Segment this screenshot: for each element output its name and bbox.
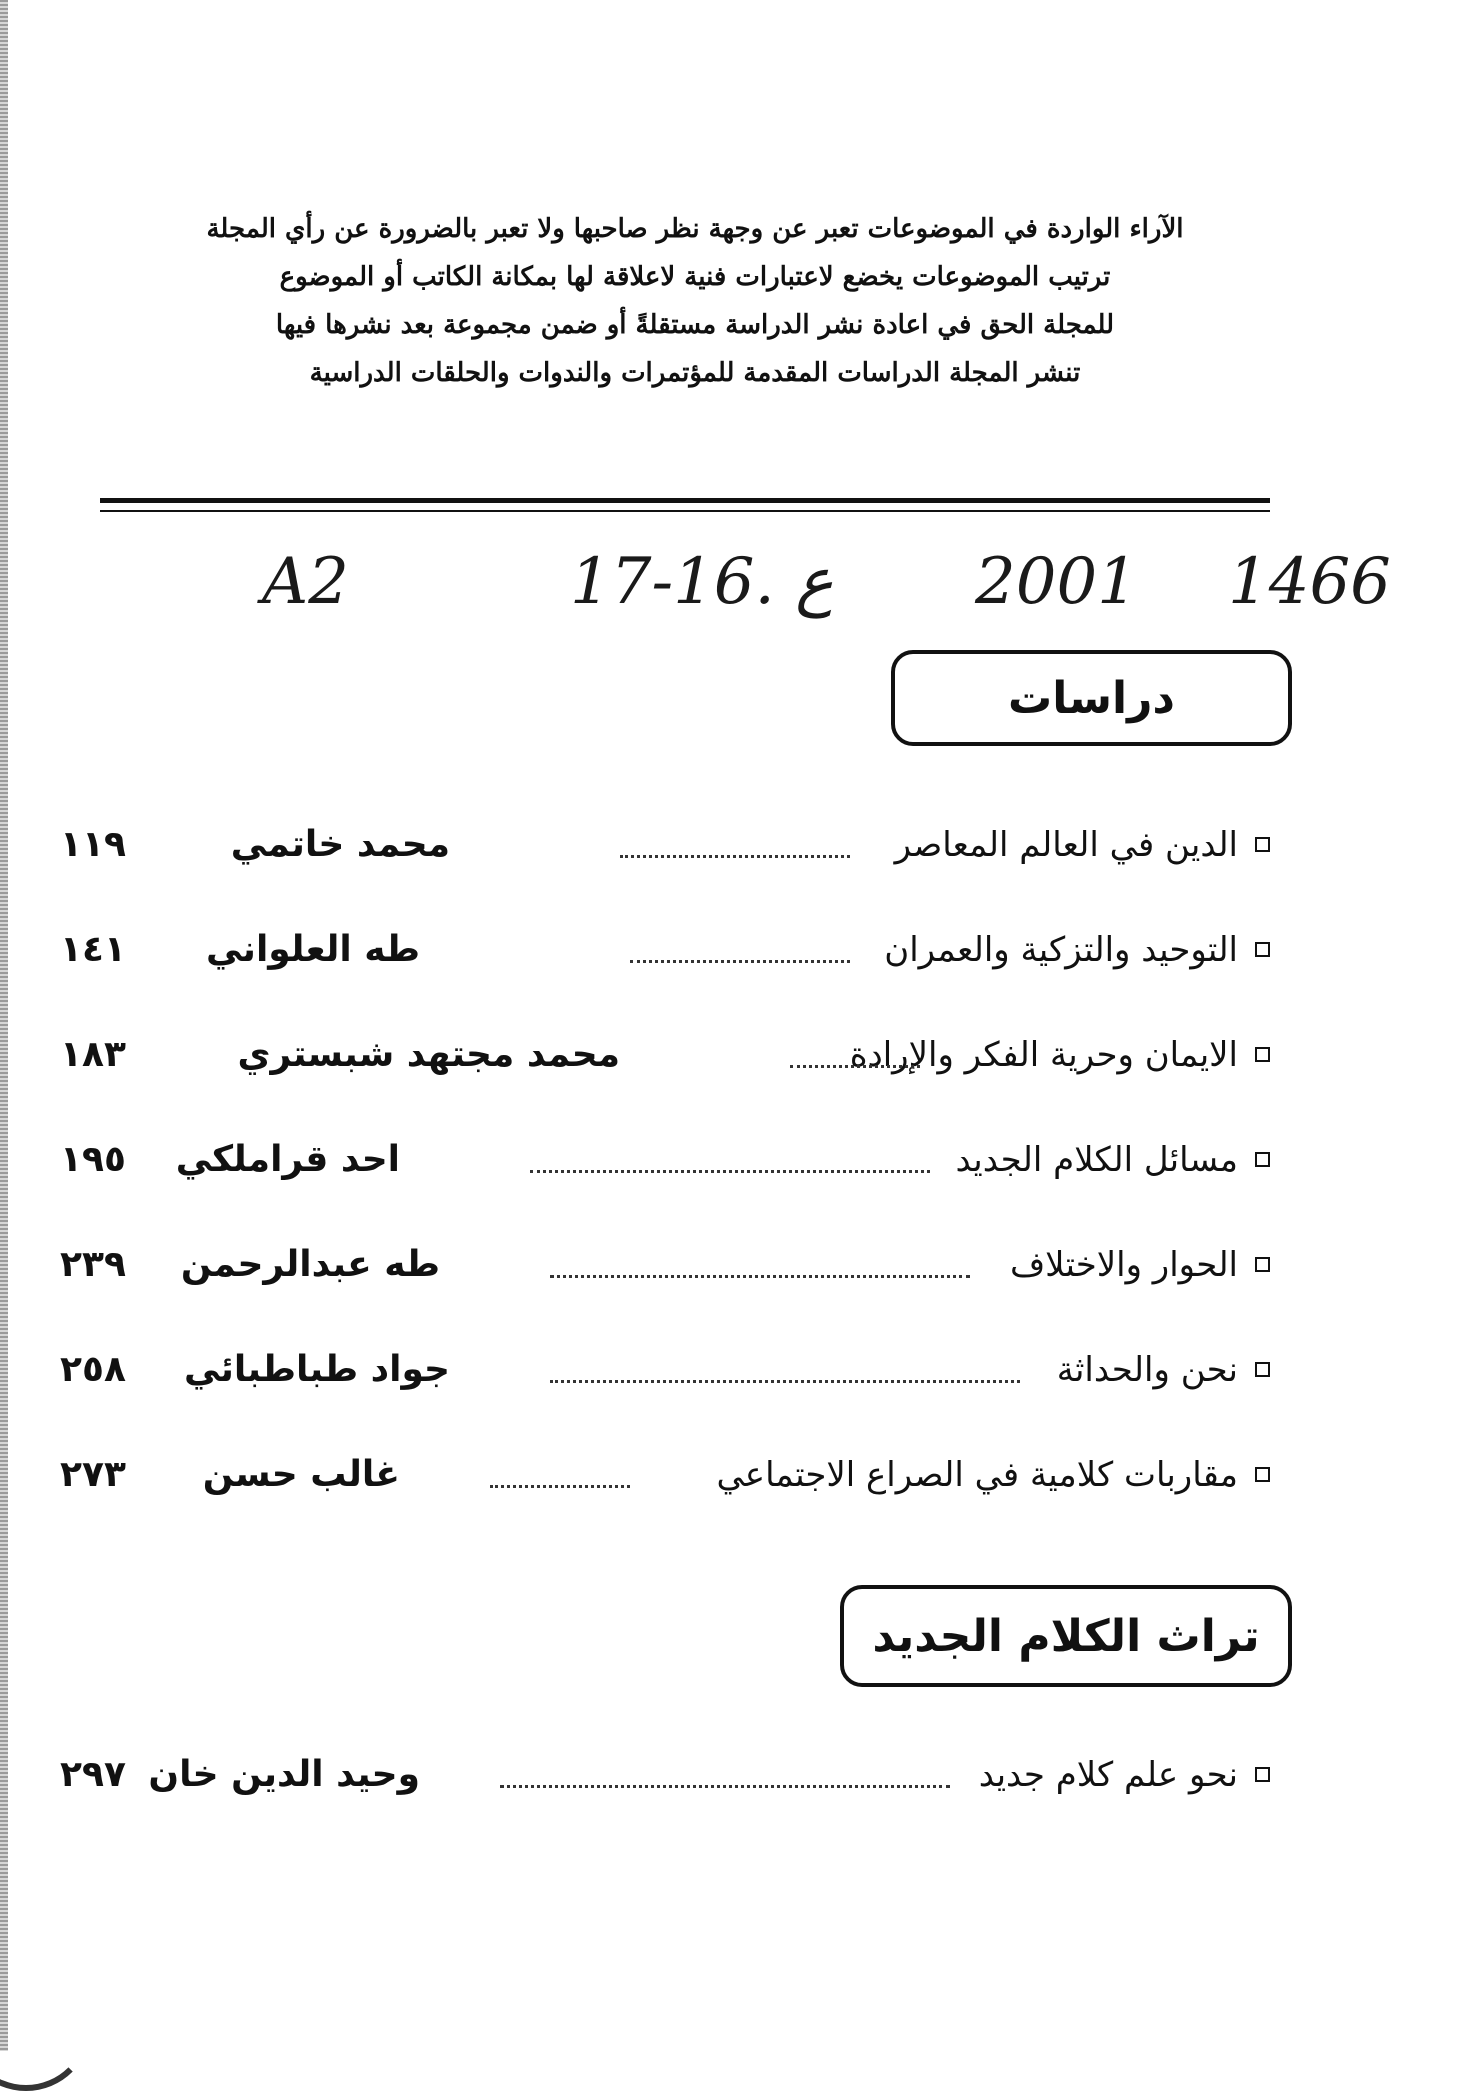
disclaimer	[100, 205, 1290, 397]
toc-entry[interactable]	[60, 1235, 1270, 1295]
toc-author: محمد مجتهد شبستري	[237, 1034, 620, 1075]
toc-entry[interactable]	[60, 1025, 1270, 1085]
checkbox-icon	[1255, 942, 1270, 957]
dot-leader	[530, 1170, 930, 1173]
handwritten-hijri: 1466	[1228, 545, 1391, 619]
divider-thin	[100, 510, 1270, 512]
disclaimer-line: تنشر المجلة الدراسات المقدمة للمؤتمرات والندوات والحلقات الدراسية	[309, 358, 1081, 388]
dot-leader	[490, 1485, 630, 1488]
disclaimer-line: الآراء الواردة في الموضوعات تعبر عن وجهة نظر صاحبها ولا تعبر بالضرورة عن رأي المجلة	[206, 214, 1184, 244]
section-heading-studies	[891, 650, 1292, 746]
toc-entry[interactable]	[60, 815, 1270, 875]
dot-leader	[620, 855, 850, 858]
toc-page: ١١٩	[60, 824, 126, 865]
dot-leader	[500, 1785, 950, 1788]
dot-leader	[630, 960, 850, 963]
toc-author: طه العلواني	[206, 929, 420, 970]
toc-title: الدين في العالم المعاصر	[894, 825, 1238, 865]
checkbox-icon	[1255, 1257, 1270, 1272]
checkbox-icon	[1255, 1467, 1270, 1482]
toc-title: مقاربات كلامية في الصراع الاجتماعي	[716, 1455, 1238, 1495]
section-heading-label: تراث الكلام الجديد	[872, 1610, 1260, 1662]
checkbox-icon	[1255, 837, 1270, 852]
toc-page: ١٨٣	[60, 1034, 126, 1075]
handwritten-year: 2001	[975, 545, 1138, 619]
dot-leader	[550, 1380, 1020, 1383]
toc-entry[interactable]	[60, 1130, 1270, 1190]
toc-page: ١٤١	[60, 929, 126, 970]
toc-page: ١٩٥	[60, 1139, 126, 1180]
toc-entry[interactable]	[60, 1340, 1270, 1400]
scan-edge	[0, 0, 8, 2051]
toc-page: ٢٩٧	[60, 1754, 126, 1795]
toc-author: محمد خاتمي	[230, 824, 450, 865]
toc-entry[interactable]	[60, 1445, 1270, 1505]
dot-leader	[790, 1065, 920, 1068]
checkbox-icon	[1255, 1362, 1270, 1377]
toc-entry[interactable]	[60, 1745, 1270, 1805]
toc-title: نحو علم كلام جديد	[978, 1755, 1238, 1795]
handwritten-code: A2	[262, 545, 349, 619]
toc-title: مسائل الكلام الجديد	[955, 1140, 1238, 1180]
checkbox-icon	[1255, 1047, 1270, 1062]
toc-entry[interactable]	[60, 920, 1270, 980]
disclaimer-line: للمجلة الحق في اعادة نشر الدراسة مستقلةً أو ضمن مجموعة بعد نشرها فيها	[275, 310, 1115, 340]
toc-author: طه عبدالرحمن	[180, 1244, 440, 1285]
scan-corner	[0, 1959, 92, 2091]
handwritten-issue: 17-16. ع	[570, 545, 834, 619]
section-heading-label: دراسات	[1008, 672, 1175, 724]
dot-leader	[550, 1275, 970, 1278]
checkbox-icon	[1255, 1152, 1270, 1167]
toc-page: ٢٥٨	[60, 1349, 126, 1390]
toc-author: غالب حسن	[202, 1454, 400, 1495]
disclaimer-line: ترتيب الموضوعات يخضع لاعتبارات فنية لاعلاقة لها بمكانة الكاتب أو الموضوع	[279, 262, 1111, 292]
toc-title: التوحيد والتزكية والعمران	[884, 930, 1238, 970]
section-heading-new-kalam	[840, 1585, 1292, 1687]
toc-page: ٢٣٩	[60, 1244, 126, 1285]
toc-author: جواد طباطبائي	[183, 1349, 450, 1390]
toc-title: الحوار والاختلاف	[1009, 1245, 1238, 1285]
toc-title: نحن والحداثة	[1056, 1350, 1238, 1390]
divider-thick	[100, 498, 1270, 503]
checkbox-icon	[1255, 1767, 1270, 1782]
toc-page: ٢٧٣	[60, 1454, 126, 1495]
toc-author: وحيد الدين خان	[148, 1754, 420, 1795]
toc-title: الايمان وحرية الفكر والإرادة	[849, 1035, 1238, 1075]
toc-author: احد قراملكي	[175, 1139, 400, 1180]
